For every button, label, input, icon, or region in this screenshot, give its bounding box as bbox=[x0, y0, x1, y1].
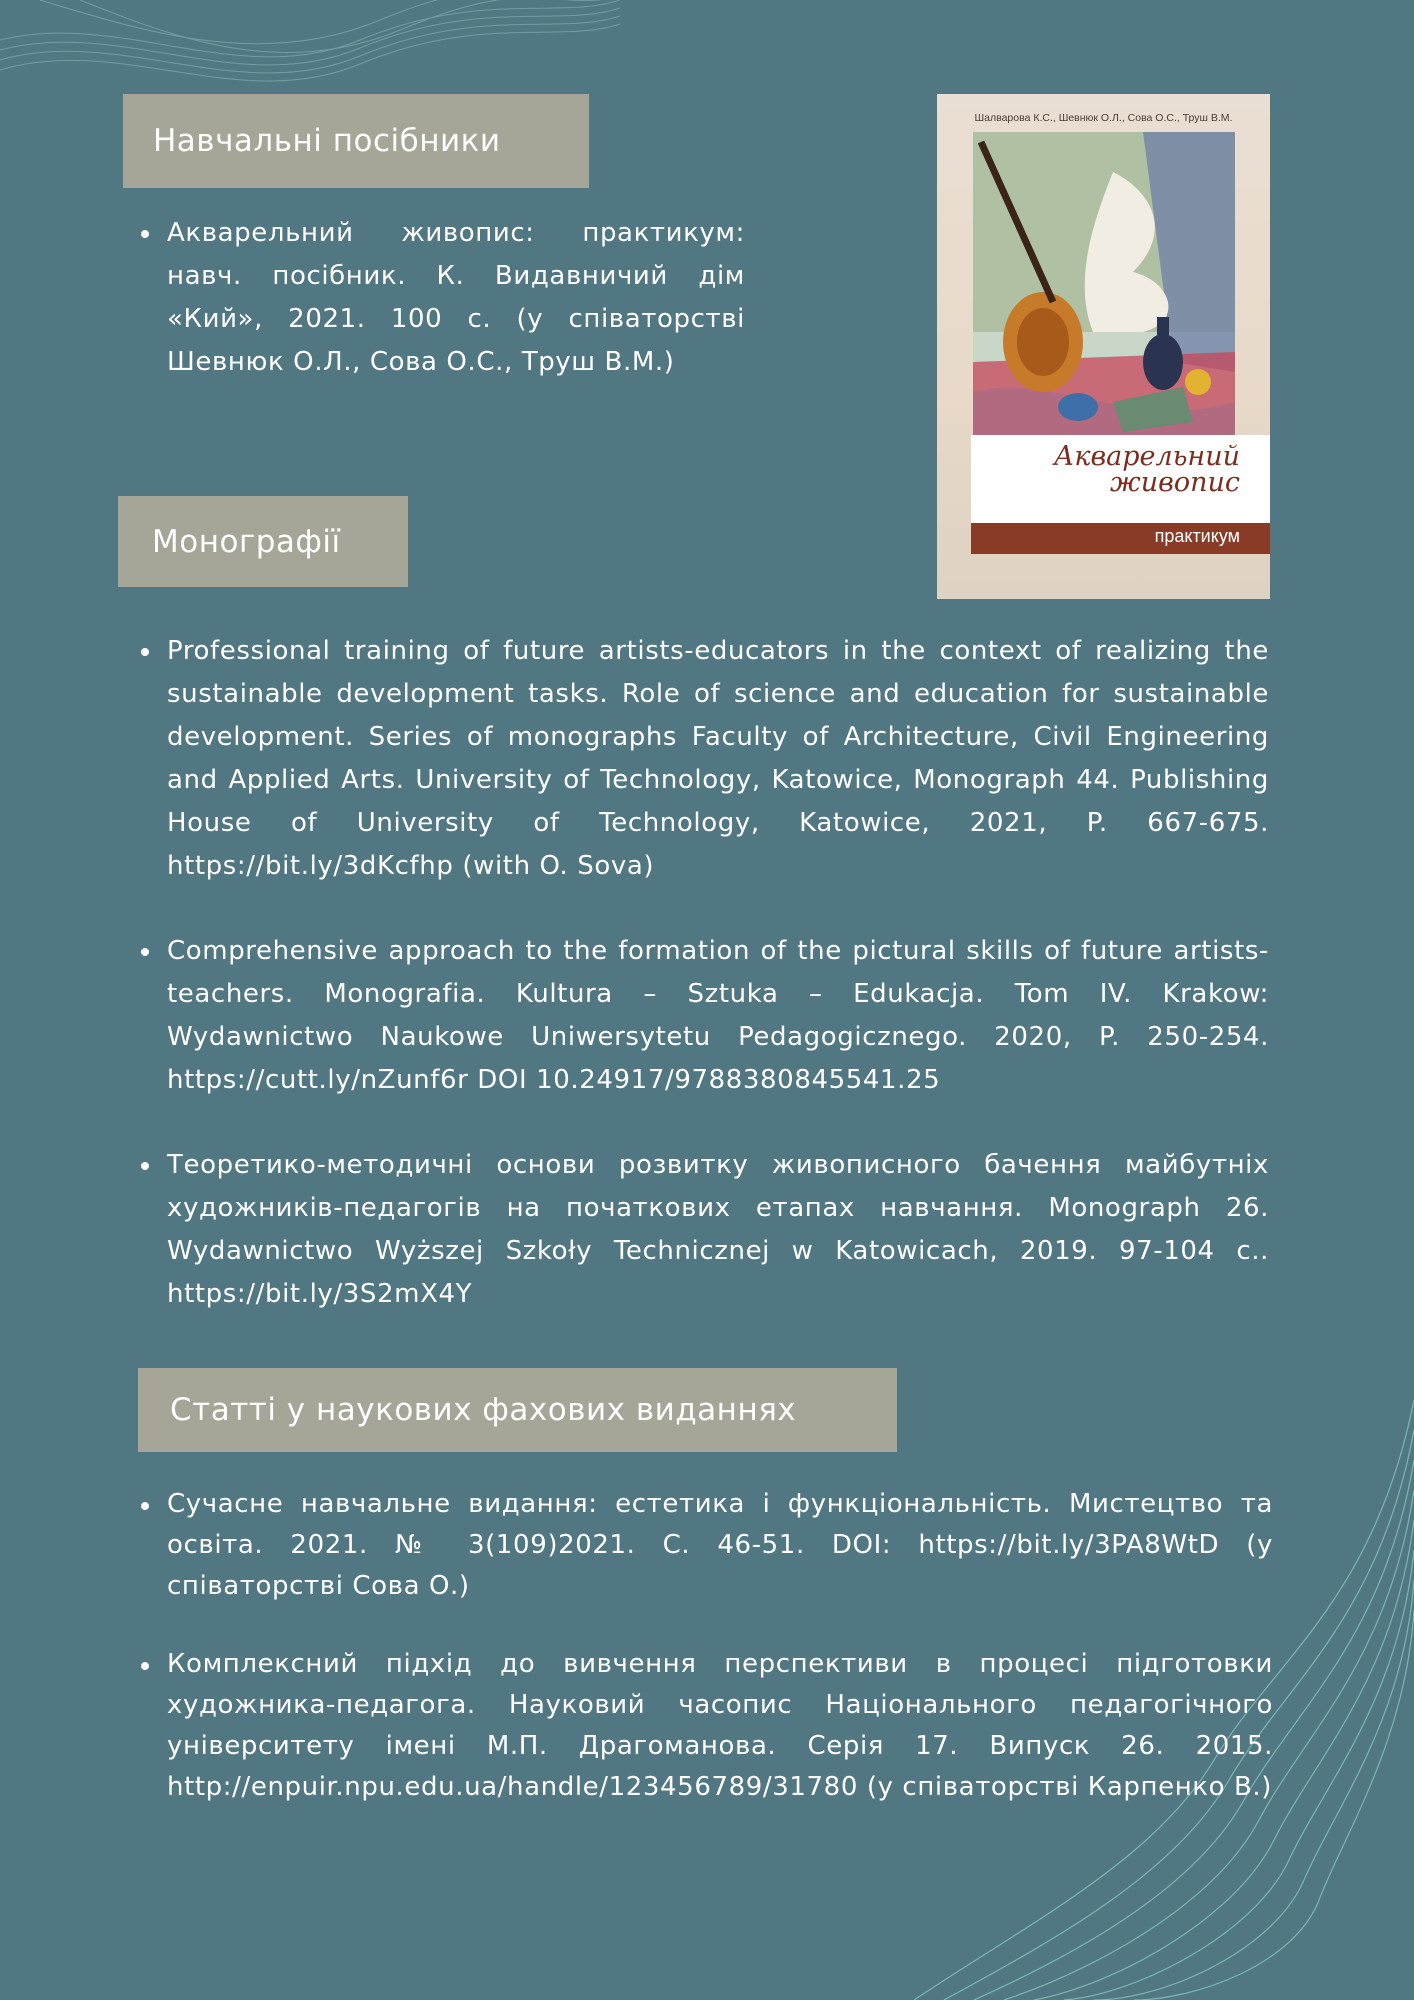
section-heading-textbooks-text: Навчальні посібники bbox=[153, 123, 501, 159]
list-item: Professional training of future artists-educators in the context of realizing the sustainable development tasks. Role of science and education for sustainable development. Series of monographs Faculty of Architecture, Civil Engineering and Applied Arts. University of Technology, Katowice, Monograph 44. Publishing House of University of Technology, Katowice, 2021, P. 667-675. https://bit.ly/3dKcfhp (with O. Sova) bbox=[167, 630, 1269, 888]
book-cover-title-line2: живопис bbox=[1110, 467, 1240, 498]
book-cover-authors: Шалварова К.С., Шевнюк О.Л., Сова О.С., Труш В.М. bbox=[974, 112, 1233, 124]
list-item: Теоретико-методичні основи розвитку живописного бачення майбутніх художників-педагогів на початкових етапах навчання. Monograph 26. Wydawnictwo Wyższej Szkoły Technicznej w Katowicach, 2019. 97-104 с.. https://bit.ly/3S2mX4Y bbox=[167, 1144, 1269, 1316]
section-heading-textbooks bbox=[123, 94, 589, 188]
textbooks-list bbox=[167, 212, 745, 384]
list-item: Акварельний живопис: практикум: навч. посібник. К. Видавничий дім «Кий», 2021. 100 с. (у співаторстві Шевнюк О.Л., Сова О.С., Труш В.М.) bbox=[167, 212, 745, 384]
section-heading-monographs bbox=[118, 496, 408, 587]
monographs-list bbox=[167, 630, 1269, 1358]
list-item: Comprehensive approach to the formation of the pictural skills of future artists-teachers. Monografia. Kultura – Sztuka – Edukacja. Tom IV. Krakow: Wydawnictwo Naukowe Uniwersytetu Pedagogicznego. 2020, P. 250-254. https://cutt.ly/nZunf6r DOI 10.24917/9788380845541.25 bbox=[167, 930, 1269, 1102]
section-heading-articles bbox=[138, 1368, 897, 1452]
list-item: Комплексний підхід до вивчення перспективи в процесі підготовки художника-педагога. Науковий часопис Національного педагогічного університету імені М.П. Драгоманова. Серія 17. Випуск 26. 2015. http://enpuir.npu.edu.ua/handle/123456789/31780 (у співаторстві Карпенко В.) bbox=[167, 1644, 1273, 1808]
book-cover-image bbox=[937, 94, 1270, 599]
book-cover-subtitle: практикум bbox=[1154, 526, 1240, 546]
articles-list bbox=[167, 1484, 1273, 1845]
book-cover-title bbox=[1053, 441, 1240, 498]
list-item: Сучасне навчальне видання: естетика і функціональність. Мистецтво та освіта. 2021. № 3(109)2021. С. 46-51. DOI: https://bit.ly/3PA8WtD (у співаторстві Сова О.) bbox=[167, 1484, 1273, 1607]
book-cover-title-line1: Акварельний bbox=[1053, 441, 1240, 472]
section-heading-articles-text: Статті у наукових фахових виданнях bbox=[170, 1392, 797, 1428]
section-heading-monographs-text: Монографії bbox=[152, 523, 341, 560]
